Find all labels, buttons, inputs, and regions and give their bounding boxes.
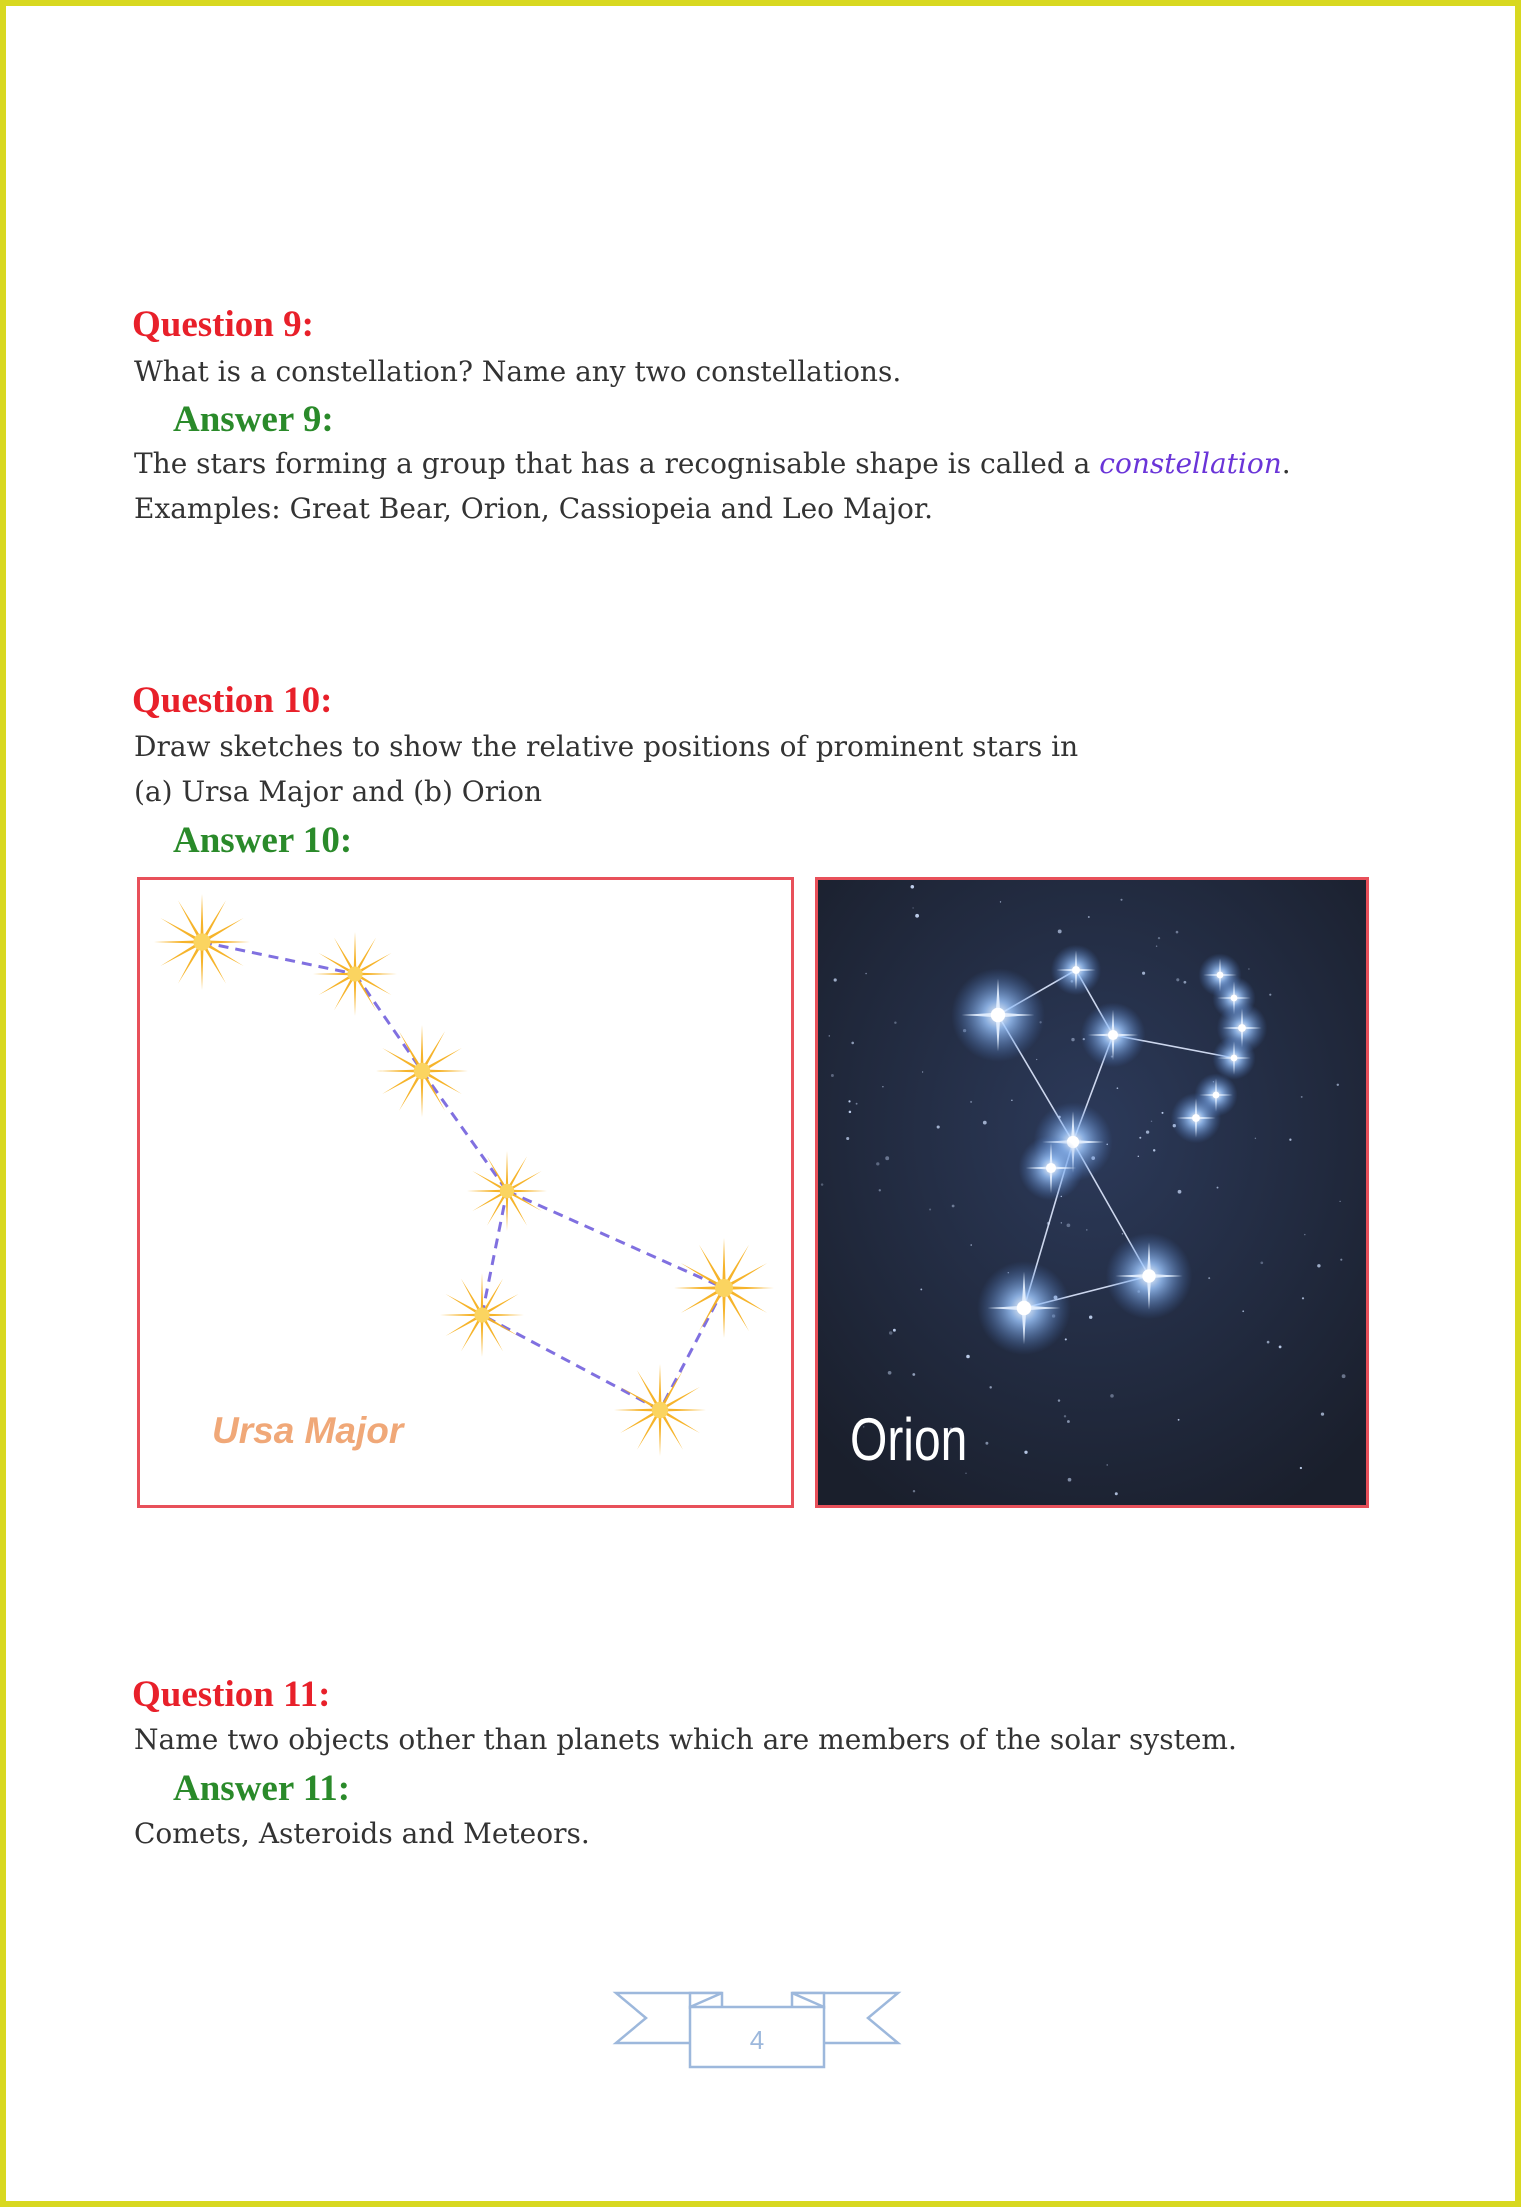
dust-star [1255,1138,1256,1139]
dust-star [922,1071,923,1072]
dust-star [1158,937,1160,939]
ursa-major-link [202,942,355,974]
dust-star [1117,1087,1119,1089]
dust-star [1067,1223,1071,1227]
star-icon [376,1025,468,1117]
dust-star [920,1288,922,1290]
glowing-star-icon [1106,1233,1192,1319]
dust-star [1139,1137,1141,1139]
orion-drawing [818,880,1366,1505]
dust-star [821,1183,823,1185]
dust-star [1279,1346,1282,1349]
star-icon [313,932,397,1016]
dust-star [929,1208,931,1210]
dust-star [1321,1412,1324,1415]
dust-star [1000,901,1001,902]
dust-star [1161,1112,1163,1114]
dust-star [912,907,913,908]
orion-figure [815,877,1369,1508]
dust-star [1184,981,1187,984]
dust-star [1339,1201,1340,1202]
dust-star [1289,1139,1291,1141]
dust-star [879,1189,881,1191]
ursa-major-link [507,1191,724,1288]
dust-star [1115,1492,1118,1495]
ursa-major-figure [137,877,794,1508]
dust-star [1337,1084,1339,1086]
dust-star [894,1021,896,1023]
dust-star [831,1074,834,1077]
answer-9-line-1-suffix: . [1281,447,1291,480]
dust-star [1267,1341,1270,1344]
answer-10-title: Answer 10: [173,820,353,861]
ursa-major-label: Ursa Major [212,1410,404,1451]
dust-star [1086,1229,1088,1231]
dust-star [1340,1259,1342,1261]
question-11-text: Name two objects other than planets which are members of the solar system. [134,1723,1237,1756]
glowing-star-icon [977,1261,1071,1355]
dust-star [1176,978,1179,981]
dust-star [966,1355,970,1359]
dust-star [876,1162,879,1165]
glowing-star-icon [1051,945,1101,995]
dust-star [985,1442,988,1445]
dust-star [911,885,915,889]
dust-star [848,1100,850,1102]
glowing-star-icon [1171,1093,1221,1143]
dust-star [856,1103,858,1105]
dust-star [1068,1478,1072,1482]
dust-star [1156,945,1157,946]
dust-star [1317,1264,1320,1267]
dust-star [888,1371,892,1375]
dust-star [1176,931,1179,934]
dust-star [1120,899,1122,901]
dust-star [1058,1399,1060,1401]
constellation-term: constellation [1099,447,1282,480]
star-icon [614,1364,706,1456]
star-icon [154,894,250,990]
dust-star [1269,994,1271,996]
dust-star [1089,1316,1092,1319]
answer-9-line-2: Examples: Great Bear, Orion, Cassiopeia and Leo Major. [134,492,934,525]
star-icon [674,1238,774,1338]
dust-star [1304,1234,1305,1235]
dust-star [1011,1100,1012,1101]
dust-star [1302,1297,1304,1299]
dust-star [1106,1464,1107,1465]
dust-star [1248,968,1250,970]
page-number: 4 [749,2025,765,2055]
dust-star [983,1121,987,1125]
dust-star [889,1331,893,1335]
glowing-star-icon [1212,1036,1255,1079]
glowing-star-icon [1019,1136,1084,1201]
ursa-major-link [482,1315,660,1410]
question-11-title: Question 11: [132,1674,331,1715]
dust-star [913,1490,915,1492]
page-number-badge [612,1985,902,2079]
dust-star [846,1137,849,1140]
dust-star [1217,1187,1219,1189]
question-10-text-line-1: Draw sketches to show the relative positions of prominent stars in [134,730,1079,763]
ursa-major-drawing [140,880,791,1505]
dust-star [970,1244,972,1246]
dust-star [1178,1419,1180,1421]
dust-star [970,1101,972,1103]
dust-star [851,1042,854,1045]
dust-star [1342,1374,1346,1378]
answer-11-text: Comets, Asteroids and Meteors. [134,1817,590,1850]
dust-star [1067,1420,1070,1423]
dust-star [882,1086,883,1087]
ursa-major-link [482,1191,507,1315]
answer-9-line-1-prefix: The stars forming a group that has a recognisable shape is called a [134,447,1091,480]
dust-star [1208,1277,1210,1279]
dust-star [1024,1451,1027,1454]
dust-star [1153,1149,1155,1151]
dust-star [1301,1096,1303,1098]
dust-star [1071,1038,1074,1041]
star-icon [440,1273,524,1357]
dust-star [1300,1467,1302,1469]
dust-star [1146,1130,1149,1133]
dust-star [1260,1261,1263,1264]
dust-star [849,1111,852,1114]
dust-star [893,1329,896,1332]
dust-star [1058,929,1062,933]
answer-11-title: Answer 11: [173,1768,351,1809]
ursa-major-link [422,1071,507,1191]
dust-star [1122,1233,1124,1235]
answer-9-line-1 [134,441,1291,487]
question-10-text-line-2: (a) Ursa Major and (b) Orion [134,775,542,808]
dust-star [1151,1121,1152,1122]
dust-star [912,1373,915,1376]
dust-star [1138,1156,1139,1157]
question-9-text: What is a constellation? Name any two constellations. [134,355,902,388]
dust-star [952,1205,955,1208]
question-10-title: Question 10: [132,680,333,721]
dust-star [989,1386,991,1388]
answer-9-title: Answer 9: [173,399,334,440]
dust-star [1061,1222,1062,1223]
dust-star [1036,1059,1037,1060]
dust-star [1088,916,1090,918]
dust-star [885,1156,889,1160]
glowing-star-icon [951,968,1045,1062]
dust-star [829,1035,831,1037]
dust-star [865,973,867,975]
ribbon-banner-icon [612,1985,902,2075]
glowing-star-icon [1081,1003,1146,1068]
dust-star [915,914,919,918]
dust-star [937,1125,940,1128]
star-icon [467,1151,547,1231]
ursa-major-link [355,974,422,1071]
question-9-title: Question 9: [132,304,314,345]
dust-star [1110,1394,1114,1398]
orion-label: Orion [850,1405,968,1474]
dust-star [1065,1338,1067,1340]
dust-star [1064,1415,1066,1417]
dust-star [834,978,837,981]
dust-star [1242,1310,1244,1312]
dust-star [1178,1190,1182,1194]
dust-star [1142,972,1145,975]
